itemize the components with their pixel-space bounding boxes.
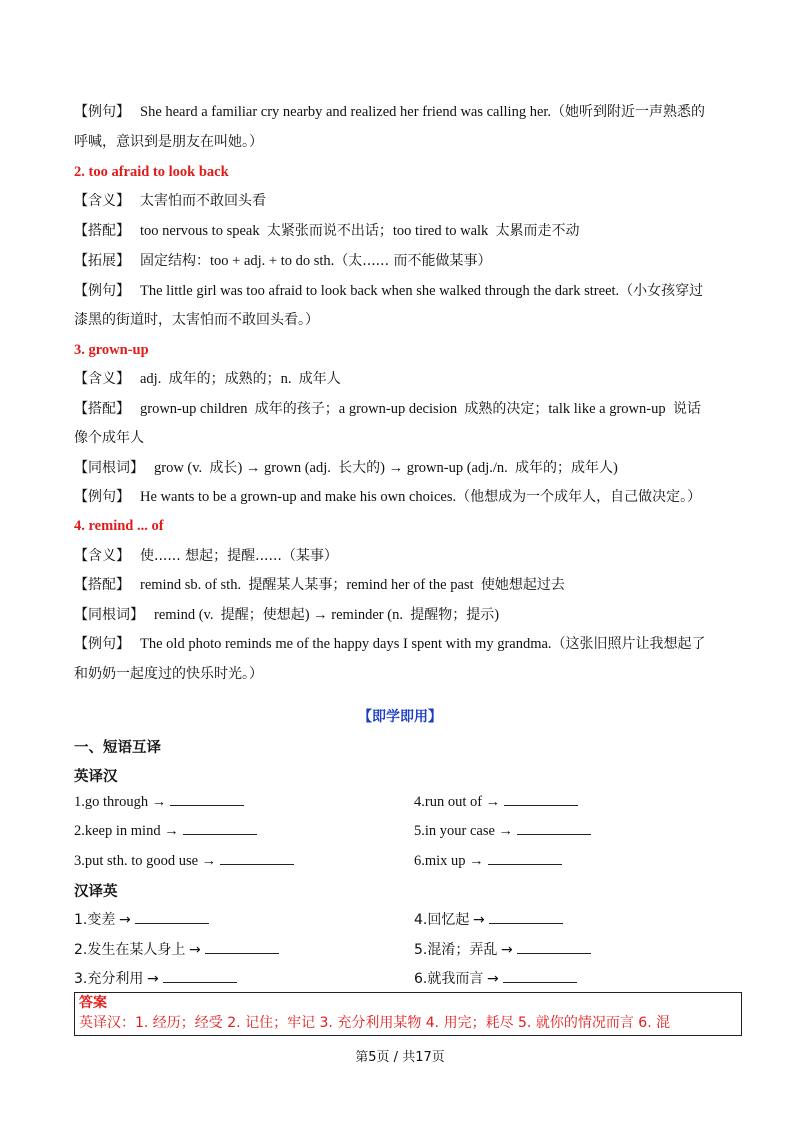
entry-heading: 2. too afraid to look back	[74, 164, 229, 180]
cognate-zh: 成年的；成年人	[515, 460, 614, 476]
collocation-line	[74, 399, 701, 419]
answer-blank[interactable]	[220, 851, 294, 865]
exercise-prompt: 4.回忆起	[414, 912, 470, 928]
cognate-en: )	[613, 460, 618, 476]
example-tag: 【例句】	[74, 489, 130, 505]
answer-blank[interactable]	[205, 940, 279, 954]
cognate-zh: 成长	[209, 460, 238, 476]
example-tag: 【例句】	[74, 104, 130, 120]
exercise-item	[74, 821, 257, 841]
exercise-prompt: 4.run out of →	[414, 794, 501, 810]
cognate-line	[74, 458, 618, 478]
extension-line	[74, 251, 491, 271]
collocation-line	[74, 575, 565, 595]
colloc-en: remind sb. of sth.	[140, 577, 242, 593]
answer-blank[interactable]	[504, 792, 578, 806]
example-zh-continued: 呼喊，意识到是朋友在叫她。）	[74, 134, 263, 150]
exercise-item	[414, 969, 577, 989]
exercise-item	[74, 851, 294, 871]
section-title: 一、短语互译	[74, 740, 161, 756]
example-en: The little girl was too afraid to look back when she walked through the dark street.	[140, 283, 620, 299]
meaning-tag: 【含义】	[74, 193, 130, 209]
meaning-line	[74, 191, 266, 211]
exercise-prompt: 6.就我而言	[414, 971, 484, 987]
exercise-prompt: 1.go through →	[74, 794, 167, 810]
answer-title: 答案	[79, 995, 107, 1011]
exercise-item	[74, 940, 279, 960]
exercise-item	[414, 821, 591, 841]
example-en: The old photo reminds me of the happy days I spent with my grandma.	[140, 636, 552, 652]
example-zh: （这张旧照片让我想起了	[551, 636, 706, 652]
answer-blank[interactable]	[503, 969, 577, 983]
example-en: She heard a familiar cry nearby and realized her friend was calling her.	[140, 104, 552, 120]
meaning-line	[74, 546, 338, 566]
colloc-en: talk like a grown-up	[548, 401, 666, 417]
colloc-zh: 提醒某人某事；	[248, 577, 347, 593]
cognate-en: ) → grown-up (adj./n.	[380, 460, 508, 476]
example-line	[74, 102, 705, 122]
meaning-zh: 使...... 想起；提醒......（某事）	[140, 548, 338, 564]
answer-blank[interactable]	[488, 851, 562, 865]
meaning-zh: 成年的；成熟的；	[168, 371, 281, 387]
cognate-en: grow (v.	[154, 460, 203, 476]
exercise-prompt: 6.mix up →	[414, 853, 484, 869]
example-zh-continued: 和奶奶一起度过的快乐时光。）	[74, 666, 263, 682]
cognate-line	[74, 605, 499, 625]
arrow-icon: →	[188, 942, 201, 958]
subsection-zh-en: 汉译英	[74, 884, 118, 900]
exercise-prompt: 2.发生在某人身上	[74, 942, 186, 958]
colloc-zh: 使她想起过去	[480, 577, 565, 593]
practice-title: 【即学即用】	[358, 709, 442, 725]
answer-blank[interactable]	[135, 910, 209, 924]
cognate-tag: 【同根词】	[74, 607, 144, 623]
example-zh: （她听到附近一声熟悉的	[551, 104, 706, 120]
colloc-zh: 成熟的决定；	[464, 401, 549, 417]
extension-zh: 固定结构：	[140, 253, 210, 269]
example-line	[74, 487, 701, 507]
example-line	[74, 281, 703, 301]
cognate-en: ) → reminder (n.	[304, 607, 403, 623]
arrow-icon: →	[146, 971, 159, 987]
colloc-en: remind her of the past	[346, 577, 474, 593]
exercise-item	[414, 910, 563, 930]
arrow-icon: →	[486, 971, 499, 987]
example-zh-continued: 漆黑的街道时，太害怕而不敢回头看。）	[74, 312, 319, 328]
extension-zh: （太...... 而不能做某事）	[334, 253, 492, 269]
exercise-item	[414, 940, 591, 960]
extension-tag: 【拓展】	[74, 253, 130, 269]
example-tag: 【例句】	[74, 283, 130, 299]
cognate-en: ) → grown (adj.	[237, 460, 331, 476]
cognate-en: remind (v.	[154, 607, 214, 623]
exercise-prompt: 1.变差	[74, 912, 116, 928]
collocation-tag: 【搭配】	[74, 577, 130, 593]
colloc-en: too nervous to speak	[140, 223, 260, 239]
colloc-zh: 成年的孩子；	[254, 401, 339, 417]
answer-blank[interactable]	[183, 821, 257, 835]
cognate-tag: 【同根词】	[74, 460, 144, 476]
subsection-en-zh: 英译汉	[74, 769, 118, 785]
colloc-zh: 说话	[672, 401, 701, 417]
answer-blank[interactable]	[170, 792, 244, 806]
exercise-prompt: 5.in your case →	[414, 823, 514, 839]
example-line	[74, 634, 706, 654]
example-zh: （他想成为一个成年人，自己做决定。）	[456, 489, 702, 505]
colloc-en: too tired to walk	[392, 223, 489, 239]
example-en: He wants to be a grown-up and make his own choices.	[140, 489, 457, 505]
example-tag: 【例句】	[74, 636, 130, 652]
cognate-zh: 提醒；使想起	[220, 607, 305, 623]
colloc-zh: 太累而走不动	[495, 223, 580, 239]
arrow-icon: →	[118, 912, 131, 928]
exercise-prompt: 3.充分利用	[74, 971, 144, 987]
page-number: 第5页	[355, 1050, 390, 1065]
exercise-prompt: 5.混淆；弄乱	[414, 942, 498, 958]
example-zh: （小女孩穿过	[619, 283, 704, 299]
meaning-line	[74, 369, 341, 389]
cognate-zh: 长大的	[338, 460, 381, 476]
colloc-en: a grown-up decision	[338, 401, 458, 417]
cognate-zh: 提醒物；提示	[410, 607, 495, 623]
entry-heading: 4. remind ... of	[74, 518, 164, 534]
collocation-tag: 【搭配】	[74, 223, 130, 239]
exercise-prompt: 3.put sth. to good use →	[74, 853, 217, 869]
answer-blank[interactable]	[517, 940, 591, 954]
exercise-prompt: 2.keep in mind →	[74, 823, 179, 839]
exercise-item	[74, 910, 209, 930]
exercise-item	[74, 969, 237, 989]
arrow-icon: →	[500, 942, 513, 958]
entry-heading: 3. grown-up	[74, 342, 149, 358]
meaning-tag: 【含义】	[74, 548, 130, 564]
meaning-text: 太害怕而不敢回头看	[140, 193, 266, 209]
meaning-en: adj.	[140, 371, 162, 387]
answer-blank[interactable]	[517, 821, 591, 835]
extension-en: too + adj. + to do sth.	[210, 253, 335, 269]
collocation-zh-continued: 像个成年人	[74, 430, 144, 446]
exercise-item	[414, 792, 578, 812]
page-separator: /	[389, 1050, 403, 1065]
colloc-en: grown-up children	[140, 401, 248, 417]
answer-blank[interactable]	[489, 910, 563, 924]
colloc-zh: 太紧张而说不出话；	[266, 223, 393, 239]
exercise-item	[74, 792, 244, 812]
collocation-line	[74, 221, 580, 241]
meaning-zh: 成年人	[298, 371, 341, 387]
page-total: 共17页	[402, 1050, 445, 1065]
page-footer	[0, 1046, 800, 1065]
answer-box	[74, 992, 742, 1036]
meaning-tag: 【含义】	[74, 371, 130, 387]
exercise-item	[414, 851, 562, 871]
meaning-en: n.	[280, 371, 292, 387]
answer-blank[interactable]	[163, 969, 237, 983]
cognate-en: )	[494, 607, 500, 623]
answer-body: 英译汉：1. 经历；经受 2. 记住；牢记 3. 充分利用某物 4. 用完；耗尽 5. 就你的情况而言 6. 混	[79, 1015, 671, 1031]
arrow-icon: →	[472, 912, 485, 928]
collocation-tag: 【搭配】	[74, 401, 130, 417]
